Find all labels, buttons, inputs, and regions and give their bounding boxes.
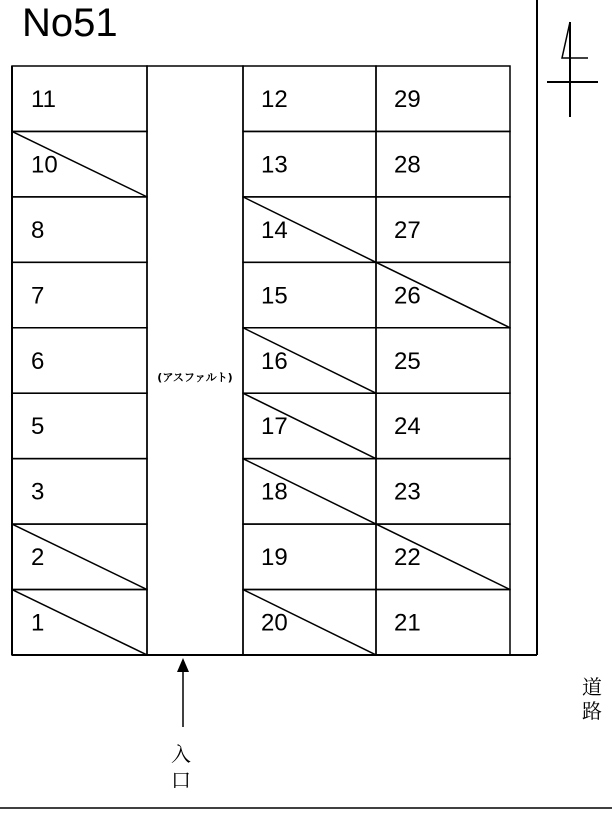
space-number-19: 19 — [261, 544, 288, 572]
lot-title: No51 — [22, 1, 118, 45]
space-number-7: 7 — [31, 282, 45, 310]
entrance-label-2: 口 — [171, 768, 191, 792]
space-number-13: 13 — [261, 151, 288, 179]
space-number-18: 18 — [261, 478, 288, 506]
space-number-8: 8 — [31, 216, 45, 244]
space-number-24: 24 — [394, 413, 421, 441]
space-number-22: 22 — [394, 544, 421, 572]
space-number-2: 2 — [31, 544, 45, 572]
space-number-21: 21 — [394, 609, 421, 637]
space-number-10: 10 — [31, 151, 58, 179]
space-number-26: 26 — [394, 282, 421, 310]
space-number-5: 5 — [31, 413, 45, 441]
road-label-1: 道 — [582, 675, 602, 699]
entrance-label-1: 入 — [171, 742, 191, 766]
space-number-17: 17 — [261, 413, 288, 441]
entrance-arrow-head — [177, 658, 189, 672]
space-number-25: 25 — [394, 347, 421, 375]
space-number-20: 20 — [261, 609, 288, 637]
space-number-3: 3 — [31, 478, 45, 506]
space-number-12: 12 — [261, 86, 288, 113]
space-number-6: 6 — [31, 347, 45, 375]
road-label-2: 路 — [582, 699, 602, 723]
asphalt-aisle — [147, 66, 243, 655]
aisle-label: (アスファルト) — [157, 371, 233, 384]
space-number-27: 27 — [394, 216, 421, 244]
parking-spaces — [12, 66, 510, 655]
space-number-23: 23 — [394, 478, 421, 506]
space-number-15: 15 — [261, 282, 288, 310]
space-number-28: 28 — [394, 151, 421, 179]
space-number-11: 11 — [31, 86, 56, 113]
space-number-16: 16 — [261, 347, 288, 375]
north-arrow-icon — [547, 22, 598, 117]
space-number-1: 1 — [31, 609, 45, 637]
space-number-14: 14 — [261, 216, 288, 244]
space-number-29: 29 — [394, 86, 421, 113]
